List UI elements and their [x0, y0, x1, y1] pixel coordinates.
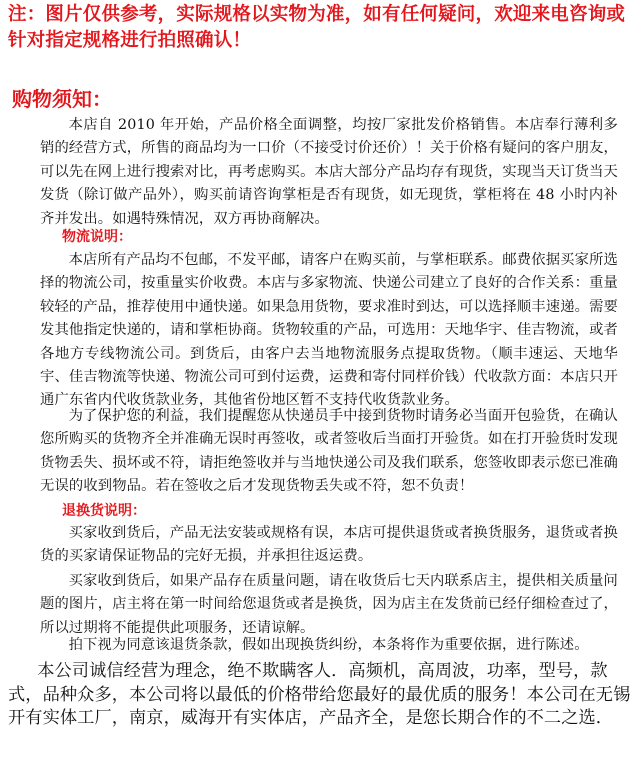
- returns-paragraph-1: 买家收到货后，产品无法安装或规格有误，本店可提供退货或者换货服务，退货或者换货的买家请保证物品的完好无损，并承担往返运费。: [40, 525, 618, 565]
- returns-paragraph-3: 拍下视为同意该退货条款，假如出现换货纠纷，本条将作为重要依据，进行陈述。: [68, 637, 589, 653]
- logistics-paragraph: 本店所有产品均不包邮，不发平邮，请客户在购买前，与掌柜联系。邮费依据买家所选择的物流公司，按重量实价收费。本店与多家物流、快递公司建立了良好的合作关系：重量较轻的产品，推荐使用中通快递。如果急用货物，要求准时到达，可以选择顺丰速递。需要发其他指定快递的，请和掌柜协商。货物较重的产品，可选用：天地华宇、佳吉物流，或者各地方专线物流公司。到货后，由客户去当地物流服务点提取货物。（顺丰速运、天地华宇、佳吉物流等快递、物流公司可到付运费，运费和寄付同样价钱）代收款方面：本店只开通广东省内代收货款业务，其他省份地区暂不支持代收货款业务。: [40, 252, 618, 409]
- notice-banner: 注：图片仅供参考，实际规格以实物为准，如有任何疑问，欢迎来电咨询或针对指定规格进行拍照确认！: [8, 4, 626, 51]
- inspection-paragraph: 为了保护您的利益，我们提醒您从快递员手中接到货物时请务必当面开包验货，在确认您所购买的货物齐全并准确无误时再签收，或者签收后当面打开验货。如在打开验货时发现货物丢失、损坏或不符，请拒绝签收并与当地快递公司及我们联系，您签收即表示您已准确无误的收到物品。若在签收之后才发现货物丢失或不符，恕不负责！: [40, 408, 618, 495]
- returns-heading: 退换货说明：: [62, 503, 146, 519]
- logistics-heading: 物流说明：: [62, 229, 132, 245]
- shopping-notice-heading: 购物须知：: [12, 87, 112, 111]
- returns-paragraph-2: 买家收到货后，如果产品存在质量问题，请在收货后七天内联系店主，提供相关质量问题的图片，店主将在第一时间给您退货或者是换货，因为店主在发货前已经仔细检查过了，所以过期将不能提供此项服务，还请谅解。: [40, 573, 618, 636]
- company-footer: 本公司诚信经营为理念，绝不欺瞒客人．高频机，高周波，功率，型号，款式，品种众多，本公司将以最低的价格带给您最好的最优质的服务！本公司在无锡开有实体工厂，南京，威海开有实体店，产品齐全，是您长期合作的不二之选．: [8, 661, 631, 729]
- intro-paragraph: 本店自 2010 年开始，产品价格全面调整，均按厂家批发价格销售。本店奉行薄利多销的经营方式，所售的商品均为一口价（不接受讨价还价）！关于价格有疑问的客户朋友，可以先在网上进行搜索对比，再考虑购买。本店大部分产品均存有现货，实现当天订货当天发货（除订做产品外），购买前请咨询掌柜是否有现货，如无现货，掌柜将在 48 小时内补齐并发出。如遇特殊情况，双方再协商解决。: [40, 117, 618, 227]
